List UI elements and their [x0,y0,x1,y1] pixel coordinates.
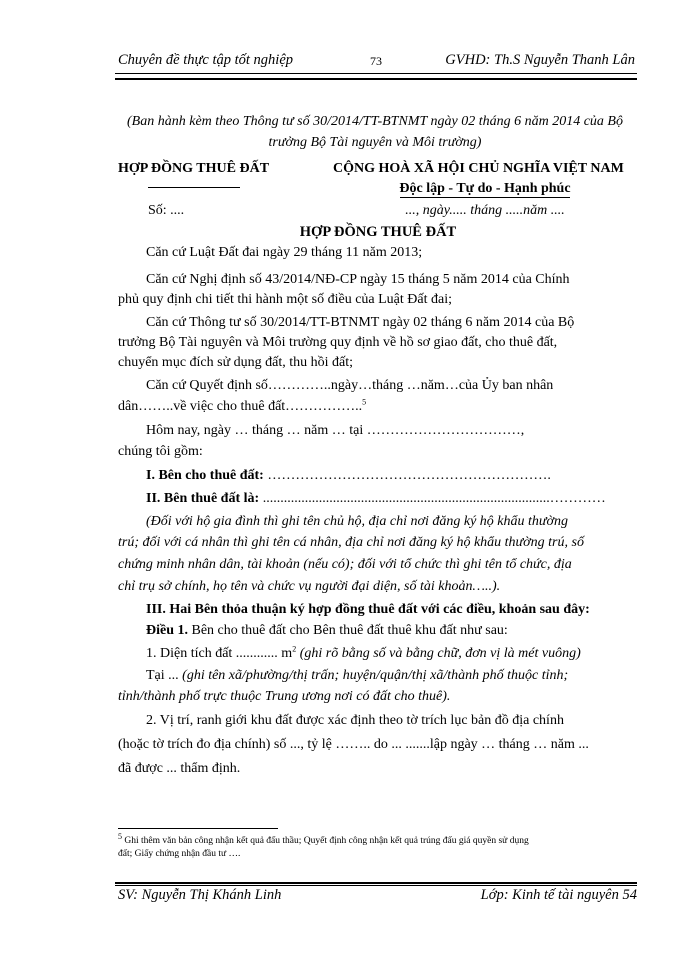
party-lessor-label: I. Bên cho thuê đất: [146,468,264,483]
land-area-instruction: (ghi rõ bằng số và bằng chữ, đơn vị là mét vuông) [296,646,581,661]
basis-circular-line-3: chuyển mục đích sử dụng đất, thu hồi đất; [118,355,354,370]
basis-decision-line-1: Căn cứ Quyết định số…………..ngày…tháng …năm…của Ủy ban nhân [146,378,554,393]
footnote-separator [118,828,278,829]
contract-date: ..., ngày..... tháng .....năm .... [405,203,565,218]
footer-class: Lớp: Kinh tế tài nguyên 54 [480,887,637,903]
land-location-prefix: Tại ... [146,668,179,683]
party-lessor-blank: ……………………………………………………. [267,468,551,483]
basis-circular-line-1: Căn cứ Thông tư số 30/2014/TT-BTNMT ngày 02 tháng 6 năm 2014 của Bộ [146,315,575,330]
square-unit-superscript: 2 [292,644,297,654]
issuance-line-1: (Ban hành kèm theo Thông tư số 30/2014/TT-BTNMT ngày 02 tháng 6 năm 2014 của Bộ [127,114,623,129]
header-rule [115,73,637,80]
meeting-line-2: chúng tôi gồm: [118,444,203,459]
footer-rule [115,882,637,884]
footnote-line-2: đất; Giấy chứng nhận đầu tư …. [118,849,241,859]
section-agreement-heading: III. Hai Bên thỏa thuận ký hợp đồng thuê đất với các điều, khoản sau đây: [146,602,590,617]
footer-student: SV: Nguyễn Thị Khánh Linh [118,887,282,903]
meeting-line-1: Hôm nay, ngày … tháng … năm … tại ……………………………, [146,423,525,438]
footnote-line-1 [118,831,638,847]
party-lessee-label: II. Bên thuê đất là: [146,491,260,506]
basis-decree-line-1: Căn cứ Nghị định số 43/2014/NĐ-CP ngày 15 tháng 5 năm 2014 của Chính [146,272,570,287]
basis-decree-line-2: phủ quy định chi tiết thi hành một số điều của Luật Đất đai; [118,292,452,307]
basis-circular-line-2: trưởng Bộ Tài nguyên và Môi trường quy định về hồ sơ giao đất, cho thuê đất, [118,335,558,350]
contract-title: HỢP ĐỒNG THUÊ ĐẤT [299,224,457,240]
running-header [115,50,635,72]
national-title: CỘNG HOÀ XÃ HỘI CHỦ NGHĨA VIỆT NAM [333,161,624,176]
basis-decision-text: dân……..về việc cho thuê đất…………….. [118,399,363,414]
contract-type-heading: HỢP ĐỒNG THUÊ ĐẤT [118,161,270,176]
article-1-text: Bên cho thuê đất cho Bên thuê đất thuê khu đất như sau: [188,623,508,638]
motto-underline [400,197,570,198]
footnote-mark: 5 [118,831,122,841]
page-number: 73 [370,54,382,68]
land-location-instruction: (ghi tên xã/phường/thị trấn; huyện/quận/thị xã/thành phố thuộc tỉnh; [178,668,569,683]
party-note-line-1: (Đối với hộ gia đình thì ghi tên chủ hộ, địa chỉ nơi đăng ký hộ khẩu thường [146,514,568,529]
basis-decision-line-2 [118,398,366,416]
footer-rule-thin [115,885,637,886]
article-1-line [146,622,508,640]
footnote-reference: 5 [362,397,367,407]
land-location-line-1 [146,667,636,685]
party-note-line-2: trú; đối với cá nhân thì ghi tên cá nhân, địa chỉ nơi đăng ký hộ khẩu thường trú, số [118,535,584,550]
contract-number: Số: .... [148,203,185,218]
national-motto: Độc lập - Tự do - Hạnh phúc [399,181,571,196]
party-lessee-blank: ..................................................................................………… [262,491,606,506]
basis-land-law: Căn cứ Luật Đất đai ngày 29 tháng 11 năm 2013; [146,245,423,260]
header-advisor: GVHD: Th.S Nguyễn Thanh Lân [445,52,635,68]
issuance-line-2: trưởng Bộ Tài nguyên và Môi trường) [268,135,482,150]
party-lessee-line [146,490,606,508]
party-note-line-3: chứng minh nhân dân, tài khoản (nếu có); đối với tổ chức thì ghi tên tổ chức, địa [118,557,572,572]
article-1-label: Điều 1. [146,623,188,638]
land-boundary-line-1: 2. Vị trí, ranh giới khu đất được xác định theo tờ trích lục bản đồ địa chính [146,713,564,728]
footnote-text-1: Ghi thêm văn bản công nhận kết quả đấu thầu; Quyết định công nhận kết quả trúng đấu giá quyền sử dụng [122,836,529,846]
land-location-line-2: tỉnh/thành phố trực thuộc Trung ương nơi có đất cho thuê). [118,689,451,704]
party-lessor-line [146,467,551,485]
header-report-title: Chuyên đề thực tập tốt nghiệp [118,52,294,68]
heading-underline [148,187,240,188]
land-area-text: 1. Diện tích đất ............ m [146,646,293,661]
party-note-line-4: chỉ trụ sở chính, họ tên và chức vụ người đại diện, số tài khoản…..). [118,579,501,594]
land-area-line [146,645,581,663]
land-boundary-line-2: (hoặc tờ trích đo địa chính) số ..., tỷ lệ …….. do ... .......lập ngày … tháng … năm ... [118,737,589,752]
land-boundary-line-3: đã được ... thẩm định. [118,761,241,776]
